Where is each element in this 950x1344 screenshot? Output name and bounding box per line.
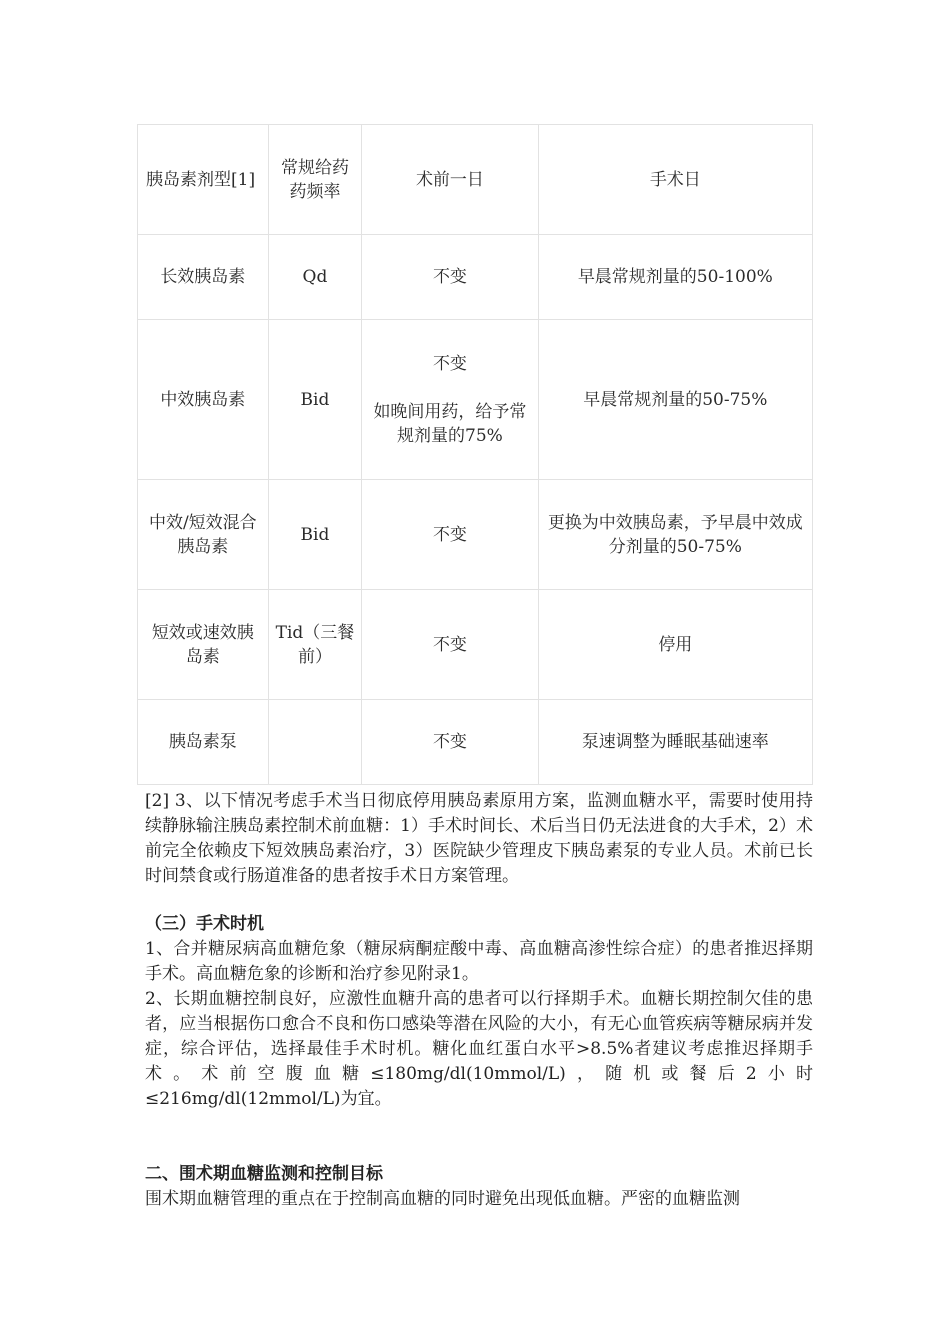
cell-op-day: 停用 xyxy=(538,590,812,700)
section-heading: （三）手术时机 xyxy=(145,914,264,934)
cell-pre-op-day: 不变 xyxy=(362,700,538,785)
cell-frequency: Tid（三餐前） xyxy=(268,590,362,700)
cell-frequency xyxy=(268,700,362,785)
note-block xyxy=(145,789,813,889)
cell-insulin-type: 中效胰岛素 xyxy=(138,320,269,480)
cell-insulin-type: 长效胰岛素 xyxy=(138,235,269,320)
cell-op-day: 泵速调整为睡眠基础速率 xyxy=(538,700,812,785)
table-row xyxy=(138,590,813,700)
cell-pre-op-day-note: 如晚间用药，给予常规剂量的75% xyxy=(373,401,527,446)
cell-pre-op-day: 不变 xyxy=(362,480,538,590)
section-heading: 二、围术期血糖监测和控制目标 xyxy=(145,1164,383,1184)
cell-pre-op-day: 不变 xyxy=(362,235,538,320)
header-insulin-type: 胰岛素剂型[1] xyxy=(138,125,269,235)
paragraph: 围术期血糖管理的重点在于控制高血糖的同时避免出现低血糖。严密的血糖监测 xyxy=(145,1189,740,1209)
cell-insulin-type: 短效或速效胰岛素 xyxy=(138,590,269,700)
cell-frequency: Bid xyxy=(268,480,362,590)
header-op-day: 手术日 xyxy=(538,125,812,235)
monitoring-section xyxy=(145,1162,813,1212)
table-row xyxy=(138,320,813,480)
cell-op-day: 早晨常规剂量的50-100% xyxy=(538,235,812,320)
cell-frequency: Qd xyxy=(268,235,362,320)
cell-insulin-type: 中效/短效混合胰岛素 xyxy=(138,480,269,590)
cell-insulin-type: 胰岛素泵 xyxy=(138,700,269,785)
header-frequency: 常规给药药频率 xyxy=(268,125,362,235)
table-row xyxy=(138,480,813,590)
cell-op-day: 早晨常规剂量的50-75% xyxy=(538,320,812,480)
header-pre-op-day: 术前一日 xyxy=(362,125,538,235)
cell-pre-op-day xyxy=(362,320,538,480)
cell-pre-op-day-main: 不变 xyxy=(432,353,467,374)
table-header-row xyxy=(138,125,813,235)
cell-pre-op-day: 不变 xyxy=(362,590,538,700)
table-row xyxy=(138,700,813,785)
insulin-dosing-table xyxy=(137,124,813,785)
paragraph: 1、合并糖尿病高血糖危象（糖尿病酮症酸中毒、高血糖高渗性综合症）的患者推迟择期手术。高血糖危象的诊断和治疗参见附录1。 xyxy=(145,939,813,984)
paragraph: 2、长期血糖控制良好，应激性血糖升高的患者可以行择期手术。血糖长期控制欠佳的患者，应当根据伤口愈合不良和伤口感染等潜在风险的大小，有无心血管疾病等糖尿病并发症，综合评估，选择最佳手术时机。糖化血红蛋白水平>8.5%者建议考虑推迟择期手术。术前空腹血糖≤180mg/dl(10mmol/L)，随机或餐后2小时≤216mg/dl(12mmol/L)为宜。 xyxy=(145,989,813,1109)
footnote-paragraph: [2] 3、以下情况考虑手术当日彻底停用胰岛素原用方案，监测血糖水平，需要时使用持续静脉输注胰岛素控制术前血糖：1）手术时间长、术后当日仍无法进食的大手术，2）术前完全依赖皮下短效胰岛素治疗，3）医院缺少管理皮下胰岛素泵的专业人员。术前已长时间禁食或行肠道准备的患者按手术日方案管理。 xyxy=(145,791,813,886)
table-row xyxy=(138,235,813,320)
surgery-timing-section xyxy=(145,912,813,1112)
cell-op-day: 更换为中效胰岛素，予早晨中效成分剂量的50-75% xyxy=(538,480,812,590)
cell-frequency: Bid xyxy=(268,320,362,480)
